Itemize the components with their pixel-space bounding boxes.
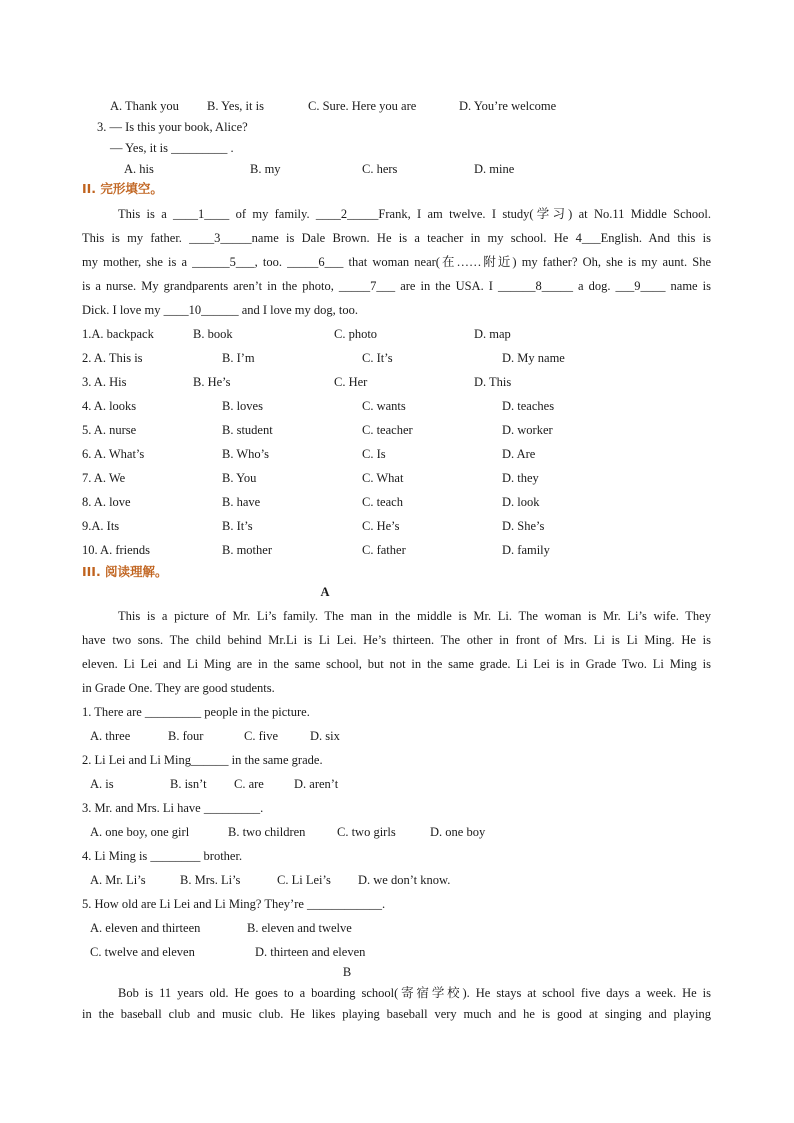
q3-option-d: D. mine — [474, 162, 515, 176]
passage-a-line-3: eleven. Li Lei and Li Ming are in the same school, but not in the same grade. Li Lei is in Grade Two. Li Ming is — [82, 657, 711, 671]
q2-option-c: C. Sure. Here you are — [308, 99, 417, 113]
cloze-opt-7b: B. You — [222, 471, 257, 485]
cloze-opt-2b: B. I’m — [222, 351, 255, 365]
cloze-opt-10b: B. mother — [222, 543, 272, 557]
cloze-opt-8a: 8. A. love — [82, 495, 131, 509]
q3-option-b: B. my — [250, 162, 281, 176]
reading-q4: 4. Li Ming is ________ brother. — [82, 849, 243, 863]
reading-q5-d: D. thirteen and eleven — [255, 945, 366, 959]
q2-option-b: B. Yes, it is — [207, 99, 264, 113]
passage-a-heading: A — [320, 585, 330, 599]
q3-answer-line — [110, 140, 234, 156]
q3-option-a: A. his — [124, 162, 154, 176]
reading-q4-a: A. Mr. Li’s — [90, 873, 146, 887]
passage-a-line-4: in Grade One. They are good students. — [82, 681, 275, 695]
cloze-opt-1c: C. photo — [334, 327, 378, 341]
passage-b-line-2: in the baseball club and music club. He likes playing baseball very much and he is good at singing and playing — [82, 1007, 711, 1021]
cloze-opt-10c: C. father — [362, 543, 406, 557]
reading-q3-c: C. two girls — [337, 825, 396, 839]
cloze-opt-2a: 2. A. This is — [82, 351, 143, 365]
q3-answer-prefix: — Yes, it is — [110, 141, 169, 155]
reading-q1-a: A. three — [90, 729, 131, 743]
cloze-opt-4a: 4. A. looks — [82, 399, 137, 413]
reading-q3-a: A. one boy, one girl — [90, 825, 190, 839]
passage-b-line-1: Bob is 11 years old. He goes to a boarding school(寄宿学校). He stays at school five days a week. He is — [118, 986, 711, 1000]
cloze-passage-line-1: This is a ____1____ of my family. ____2_____Frank, I am twelve. I study(学习) at No.11 Middle School. — [118, 207, 711, 221]
q3-option-c: C. hers — [362, 162, 398, 176]
cloze-passage-line-5: Dick. I love my ____10______ and I love my dog, too. — [82, 303, 359, 317]
cloze-opt-5d: D. worker — [502, 423, 553, 437]
cloze-opt-4b: B. loves — [222, 399, 263, 413]
cloze-opt-1a: 1.A. backpack — [82, 327, 154, 341]
reading-q1-c: C. five — [244, 729, 279, 743]
q3-answer-blank: _________ — [171, 141, 228, 155]
cloze-opt-9a: 9.A. Its — [82, 519, 120, 533]
section-2-title: II. 完形填空。 — [82, 181, 163, 196]
cloze-opt-6a: 6. A. What’s — [82, 447, 145, 461]
cloze-opt-9b: B. It’s — [222, 519, 253, 533]
passage-b-heading: B — [342, 965, 352, 979]
q3-question: 3. — Is this your book, Alice? — [97, 120, 248, 134]
reading-q5: 5. How old are Li Lei and Li Ming? They’re ____________. — [82, 897, 386, 911]
cloze-opt-8b: B. have — [222, 495, 261, 509]
cloze-opt-7a: 7. A. We — [82, 471, 126, 485]
reading-q5-b: B. eleven and twelve — [247, 921, 352, 935]
cloze-opt-6c: C. Is — [362, 447, 386, 461]
reading-q3: 3. Mr. and Mrs. Li have _________. — [82, 801, 264, 815]
reading-q5-a: A. eleven and thirteen — [90, 921, 201, 935]
cloze-opt-5a: 5. A. nurse — [82, 423, 137, 437]
cloze-opt-8d: D. look — [502, 495, 540, 509]
cloze-opt-8c: C. teach — [362, 495, 403, 509]
cloze-passage-line-4: is a nurse. My grandparents aren’t in the photo, _____7___ are in the USA. I ______8_____ a dog. ___9____ name is — [82, 279, 711, 293]
q2-option-d: D. You’re welcome — [459, 99, 557, 113]
reading-q1-d: D. six — [310, 729, 340, 743]
reading-q4-d: D. we don’t know. — [358, 873, 451, 887]
reading-q2-a: A. is — [90, 777, 114, 791]
cloze-passage-line-2: This is my father. ____3_____name is Dale Brown. He is a teacher in my school. He 4___English. And this is — [82, 231, 711, 245]
cloze-opt-3a: 3. A. His — [82, 375, 127, 389]
q2-option-a: A. Thank you — [110, 99, 179, 113]
reading-q2-c: C. are — [234, 777, 264, 791]
reading-q1: 1. There are _________ people in the picture. — [82, 705, 310, 719]
reading-q3-d: D. one boy — [430, 825, 486, 839]
cloze-opt-1b: B. book — [193, 327, 233, 341]
cloze-opt-3c: C. Her — [334, 375, 368, 389]
cloze-opt-2c: C. It’s — [362, 351, 393, 365]
cloze-opt-3b: B. He’s — [193, 375, 231, 389]
cloze-opt-10a: 10. A. friends — [82, 543, 151, 557]
cloze-opt-4d: D. teaches — [502, 399, 555, 413]
reading-q5-c: C. twelve and eleven — [90, 945, 195, 959]
cloze-opt-2d: D. My name — [502, 351, 565, 365]
cloze-opt-5c: C. teacher — [362, 423, 413, 437]
reading-q2-b: B. isn’t — [170, 777, 207, 791]
cloze-opt-7d: D. they — [502, 471, 539, 485]
section-3-title: III. 阅读理解。 — [82, 564, 168, 579]
passage-a-line-1: This is a picture of Mr. Li’s family. The man in the middle is Mr. Li. The woman is Mr. Li’s wife. They — [118, 609, 711, 623]
cloze-opt-9d: D. She’s — [502, 519, 545, 533]
reading-q2-d: D. aren’t — [294, 777, 339, 791]
cloze-passage-line-3: my mother, she is a ______5___, too. _____6___ that woman near(在……附近) my father? Oh, she is my aunt. She — [82, 255, 711, 269]
reading-q4-b: B. Mrs. Li’s — [180, 873, 241, 887]
reading-q3-b: B. two children — [228, 825, 306, 839]
reading-q4-c: C. Li Lei’s — [277, 873, 331, 887]
q3-answer-suffix: . — [227, 141, 234, 155]
cloze-opt-5b: B. student — [222, 423, 273, 437]
cloze-opt-3d: D. This — [474, 375, 512, 389]
cloze-opt-1d: D. map — [474, 327, 511, 341]
cloze-opt-9c: C. He’s — [362, 519, 400, 533]
cloze-opt-6b: B. Who’s — [222, 447, 269, 461]
passage-a-line-2: have two sons. The child behind Mr.Li is Li Lei. He’s thirteen. The other in front of Mrs. Li is Li Ming. He is — [82, 633, 711, 647]
cloze-opt-7c: C. What — [362, 471, 404, 485]
cloze-opt-10d: D. family — [502, 543, 550, 557]
reading-q1-b: B. four — [168, 729, 204, 743]
reading-q2: 2. Li Lei and Li Ming______ in the same grade. — [82, 753, 323, 767]
cloze-opt-6d: D. Are — [502, 447, 536, 461]
cloze-opt-4c: C. wants — [362, 399, 406, 413]
